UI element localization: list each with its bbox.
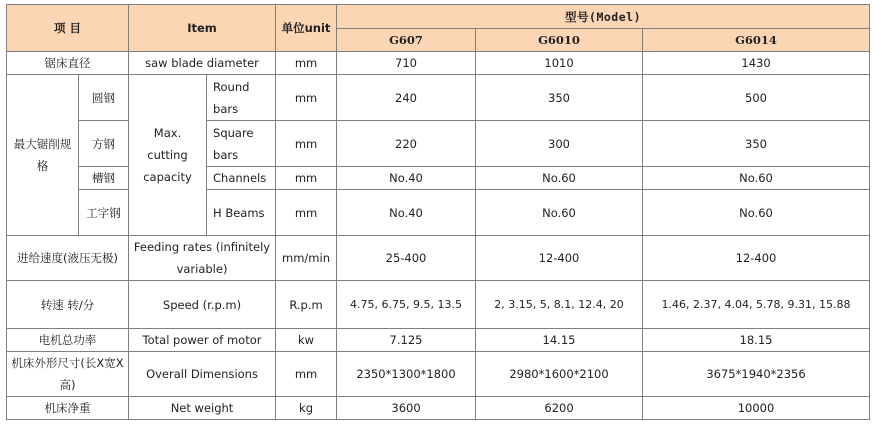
weight-en: Net weight — [129, 397, 276, 420]
power-g6010: 14.15 — [476, 329, 643, 352]
channels-cn: 槽钢 — [79, 167, 129, 190]
blade-cn: 锯床直径 — [7, 52, 129, 75]
h-beams-g607: No.40 — [337, 190, 476, 236]
round-bars-en: Round bars — [207, 75, 276, 121]
unit-header: 单位unit — [276, 5, 337, 52]
speed-cn: 转速 转/分 — [7, 281, 129, 329]
weight-g6010: 6200 — [476, 397, 643, 420]
weight-cn: 机床净重 — [7, 397, 129, 420]
weight-g6014: 10000 — [643, 397, 870, 420]
square-bars-cn: 方钢 — [79, 121, 129, 167]
channels-g6010: No.60 — [476, 167, 643, 190]
speed-unit: R.p.m — [276, 281, 337, 329]
feeding-g6010: 12-400 — [476, 236, 643, 281]
dimensions-g6010: 2980*1600*2100 — [476, 352, 643, 397]
table-row — [7, 52, 870, 75]
round-bars-g6010: 350 — [476, 75, 643, 121]
blade-value-g607: 710 — [337, 52, 476, 75]
speed-g607: 4.75, 6.75, 9.5, 13.5 — [337, 281, 476, 329]
round-bars-g607: 240 — [337, 75, 476, 121]
power-g607: 7.125 — [337, 329, 476, 352]
item-en-header: Item — [129, 5, 276, 52]
square-bars-unit: mm — [276, 121, 337, 167]
table-row — [7, 329, 870, 352]
header-row — [7, 5, 870, 29]
square-bars-g6014: 350 — [643, 121, 870, 167]
table-row — [7, 397, 870, 420]
h-beams-unit: mm — [276, 190, 337, 236]
round-bars-unit: mm — [276, 75, 337, 121]
h-beams-g6010: No.60 — [476, 190, 643, 236]
weight-unit: kg — [276, 397, 337, 420]
table-row — [7, 236, 870, 281]
feeding-en: Feeding rates (infinitely variable) — [129, 236, 276, 281]
feeding-g607: 25-400 — [337, 236, 476, 281]
power-cn: 电机总功率 — [7, 329, 129, 352]
square-bars-g6010: 300 — [476, 121, 643, 167]
dimensions-en: Overall Dimensions — [129, 352, 276, 397]
item-cn-header: 项 目 — [7, 5, 129, 52]
power-g6014: 18.15 — [643, 329, 870, 352]
feeding-cn: 进给速度(液压无极) — [7, 236, 129, 281]
model-g607: G607 — [337, 29, 476, 52]
max-cutting-cn: 最大锯削规格 — [7, 75, 79, 236]
specification-table — [6, 4, 870, 420]
table-row — [7, 75, 870, 121]
blade-unit: mm — [276, 52, 337, 75]
dimensions-g6014: 3675*1940*2356 — [643, 352, 870, 397]
feeding-unit: mm/min — [276, 236, 337, 281]
table-row — [7, 352, 870, 397]
channels-en: Channels — [207, 167, 276, 190]
model-g6014: G6014 — [643, 29, 870, 52]
speed-g6010: 2, 3.15, 5, 8.1, 12.4, 20 — [476, 281, 643, 329]
speed-en: Speed (r.p.m) — [129, 281, 276, 329]
speed-g6014: 1.46, 2.37, 4.04, 5.78, 9.31, 15.88 — [643, 281, 870, 329]
table-row — [7, 281, 870, 329]
channels-unit: mm — [276, 167, 337, 190]
channels-g607: No.40 — [337, 167, 476, 190]
power-en: Total power of motor — [129, 329, 276, 352]
model-g6010: G6010 — [476, 29, 643, 52]
blade-value-g6010: 1010 — [476, 52, 643, 75]
blade-value-g6014: 1430 — [643, 52, 870, 75]
feeding-g6014: 12-400 — [643, 236, 870, 281]
model-header: 型号(Model) — [337, 5, 870, 29]
channels-g6014: No.60 — [643, 167, 870, 190]
blade-en: saw blade diameter — [129, 52, 276, 75]
h-beams-cn: 工字钢 — [79, 190, 129, 236]
dimensions-cn: 机床外形尺寸(长X宽X高) — [7, 352, 129, 397]
h-beams-g6014: No.60 — [643, 190, 870, 236]
max-cutting-en: Max. cutting capacity — [129, 75, 207, 236]
round-bars-g6014: 500 — [643, 75, 870, 121]
power-unit: kw — [276, 329, 337, 352]
h-beams-en: H Beams — [207, 190, 276, 236]
square-bars-en: Square bars — [207, 121, 276, 167]
weight-g607: 3600 — [337, 397, 476, 420]
dimensions-unit: mm — [276, 352, 337, 397]
dimensions-g607: 2350*1300*1800 — [337, 352, 476, 397]
round-bars-cn: 圆钢 — [79, 75, 129, 121]
square-bars-g607: 220 — [337, 121, 476, 167]
